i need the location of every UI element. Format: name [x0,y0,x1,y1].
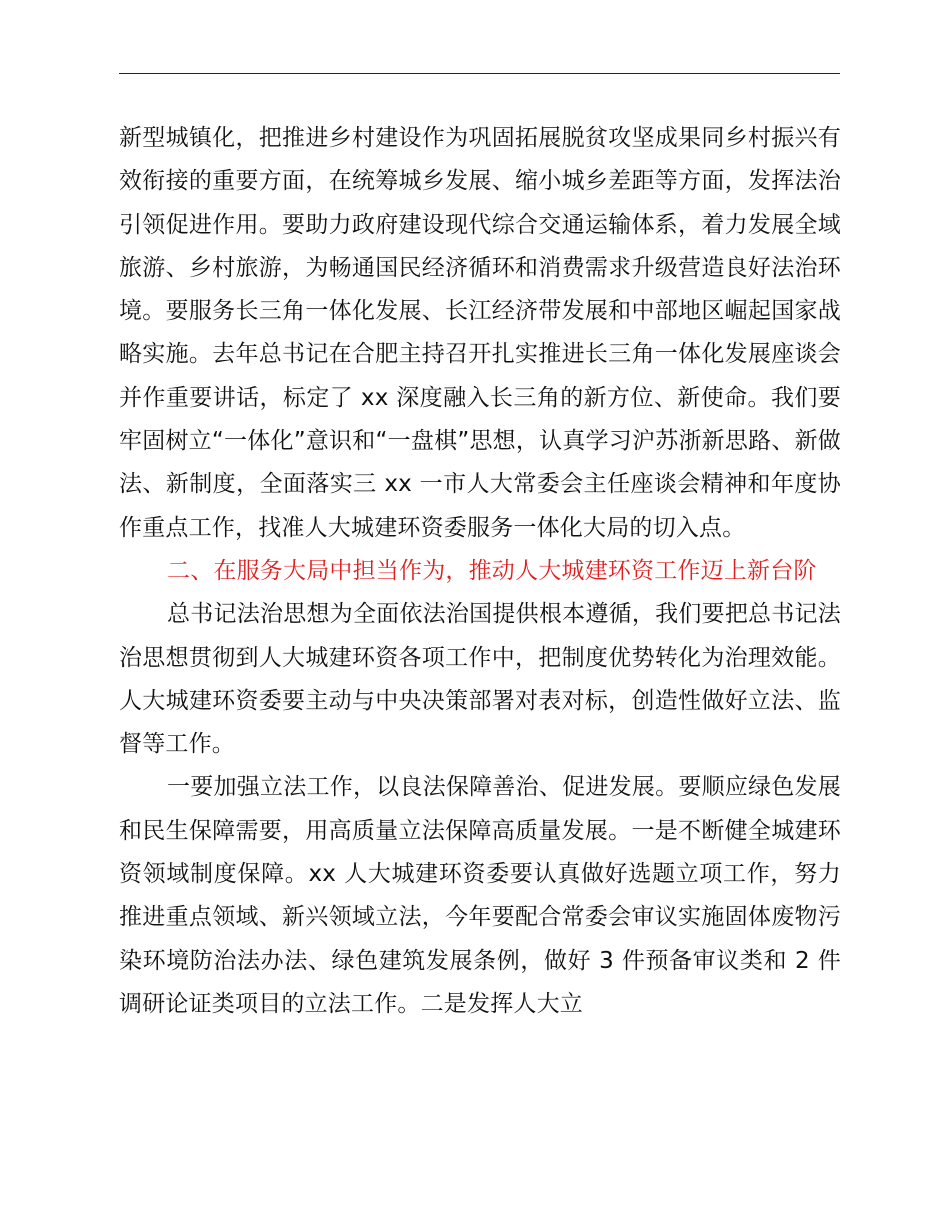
document-body [119,117,841,1026]
body-paragraph-3: 一要加强立法工作，以良法保障善治、促进发展。要顺应绿色发展和民生保障需要，用高质量立法保障高质量发展。一是不断健全城建环资领域制度保障。xx 人大城建环资委要认真做好选题立项工作，努力推进重点领域、新兴领域立法，今年要配合常委会审议实施固体废物污染环境防治法办法、绿色建筑发展条例，做好 3 件预备审议类和 2 件调研论证类项目的立法工作。二是发挥人大立 [119,774,841,1017]
header-rule [119,73,840,74]
section-heading: 二、在服务大局中担当作为，推动人大城建环资工作迈上新台阶 [167,557,817,584]
body-paragraph-2: 总书记法治思想为全面依法治国提供根本遵循，我们要把总书记法治思想贯彻到人大城建环资各项工作中，把制度优势转化为治理效能。人大城建环资委要主动与中央决策部署对表对标，创造性做好立法、监督等工作。 [119,601,841,758]
body-paragraph-1: 新型城镇化，把推进乡村建设作为巩固拓展脱贫攻坚成果同乡村振兴有效衔接的重要方面，在统筹城乡发展、缩小城乡差距等方面，发挥法治引领促进作用。要助力政府建设现代综合交通运输体系，着力发展全域旅游、乡村旅游，为畅通国民经济循环和消费需求升级营造良好法治环境。要服务长三角一体化发展、长江经济带发展和中部地区崛起国家战略实施。去年总书记在合肥主持召开扎实推进长三角一体化发展座谈会并作重要讲话，标定了 xx 深度融入长三角的新方位、新使命。我们要牢固树立“一体化”意识和“一盘棋”思想，认真学习沪苏浙新思路、新做法、新制度，全面落实三 xx 一市人大常委会主任座谈会精神和年度协作重点工作，找准人大城建环资委服务一体化大局的切入点。 [119,125,841,541]
